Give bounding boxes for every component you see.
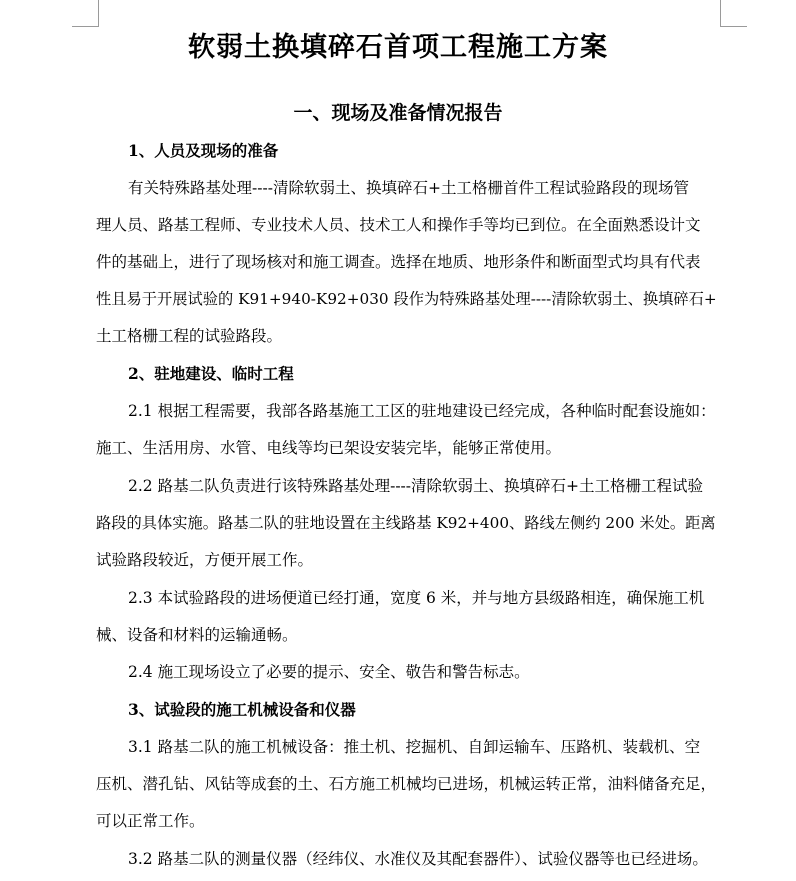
subsection-heading-1: 1、人员及现场的准备: [128, 141, 279, 160]
paragraph-line: 2.1 根据工程需要，我部各路基施工工区的驻地建设已经完成，各种临时配套设施如：: [128, 402, 716, 420]
subsection-heading-2: 2、驻地建设、临时工程: [128, 364, 294, 383]
paragraph-line: 土工格栅工程的试验路段。: [96, 327, 283, 345]
paragraph-line: 理人员、路基工程师、专业技术人员、技术工人和操作手等均已到位。在全面熟悉设计文: [96, 216, 701, 234]
paragraph-line: 压机、潜孔钻、风钻等成套的土、石方施工机械均已进场，机械运转正常，油料储备充足，: [96, 775, 717, 793]
crop-mark-top-left: [72, 0, 99, 27]
paragraph-line: 2.2 路基二队负责进行该特殊路基处理----清除软弱土、换填碎石+土工格栅工程试验: [128, 477, 704, 495]
paragraph-line: 性且易于开展试验的 K91+940-K92+030 段作为特殊路基处理----清除软弱土、换填碎石+: [96, 290, 717, 308]
paragraph-line: 2.4 施工现场设立了必要的提示、安全、敬告和警告标志。: [128, 663, 530, 681]
subsection-heading-3: 3、试验段的施工机械设备和仪器: [128, 700, 356, 719]
paragraph-line: 2.3 本试验路段的进场便道已经打通，宽度 6 米，并与地方县级路相连，确保施工机: [128, 589, 705, 607]
crop-mark-top-right: [720, 0, 747, 27]
paragraph-line: 试验路段较近，方便开展工作。: [96, 551, 314, 569]
paragraph-line: 可以正常工作。: [96, 812, 205, 830]
section-heading: 一、现场及准备情况报告: [293, 102, 503, 124]
paragraph-line: 件的基础上，进行了现场核对和施工调查。选择在地质、地形条件和断面型式均具有代表: [96, 253, 701, 271]
paragraph-line: 施工、生活用房、水管、电线等均已架设安装完毕，能够正常使用。: [96, 439, 562, 457]
document-title: 软弱土换填碎石首项工程施工方案: [188, 32, 608, 63]
paragraph-line: 路段的具体实施。路基二队的驻地设置在主线路基 K92+400、路线左侧约 200 米处。距离: [96, 514, 716, 532]
paragraph-line: 3.1 路基二队的施工机械设备：推土机、挖掘机、自卸运输车、压路机、装载机、空: [128, 738, 701, 756]
paragraph-line: 有关特殊路基处理----清除软弱土、换填碎石+土工格栅首件工程试验路段的现场管: [128, 179, 689, 197]
paragraph-line: 械、设备和材料的运输通畅。: [96, 626, 298, 644]
paragraph-line: 3.2 路基二队的测量仪器（经纬仪、水准仪及其配套器件）、试验仪器等也已经进场。: [128, 850, 708, 868]
